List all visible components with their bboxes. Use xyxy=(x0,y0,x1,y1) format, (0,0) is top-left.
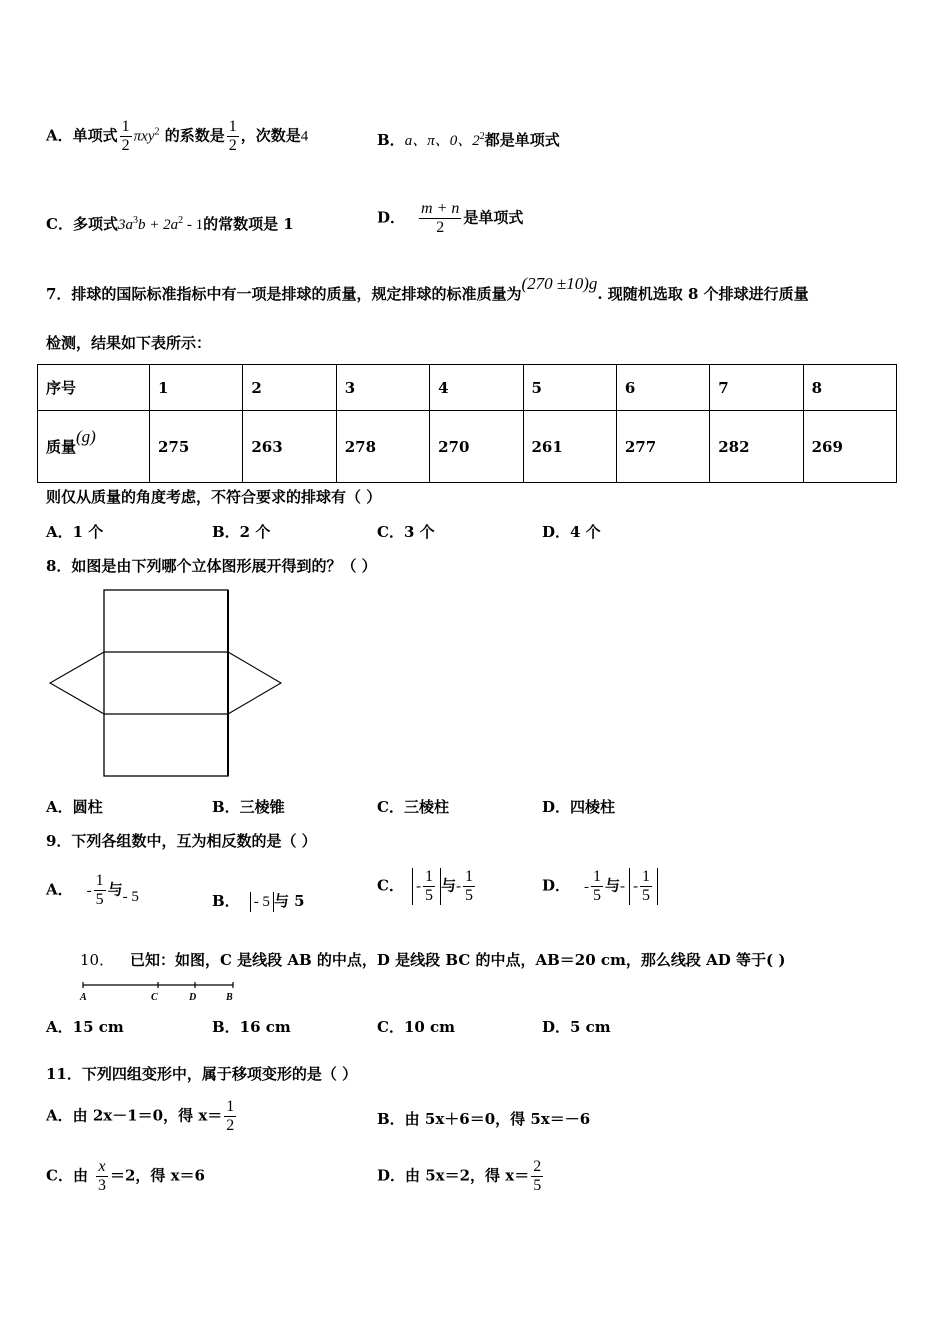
table-cell: 4 xyxy=(430,365,523,411)
segment-figure xyxy=(78,981,243,1003)
results-table xyxy=(37,364,897,483)
table-cell: 2 xyxy=(243,365,336,411)
table-cell: 275 xyxy=(150,411,243,483)
table-header-mass: 质量(g) xyxy=(38,411,150,483)
q10-number: 10． xyxy=(80,951,115,969)
table-cell: 6 xyxy=(616,365,709,411)
q11-option-b: B．由 5x＋6＝0，得 5x＝－6 xyxy=(377,1110,591,1128)
q9-option-a: A． - $\frac{1}{5}$ 与- 5 xyxy=(46,872,139,908)
table-cell: 282 xyxy=(710,411,803,483)
q10-option-a: A．15 cm xyxy=(46,1018,124,1036)
q7-option-c: C．3 个 xyxy=(377,523,435,541)
q8-option-c: C．三棱柱 xyxy=(377,798,449,816)
table-cell: 1 xyxy=(150,365,243,411)
table-row xyxy=(38,365,897,411)
table-cell: 261 xyxy=(523,411,616,483)
table-header-id: 序号 xyxy=(38,365,150,411)
table-cell: 7 xyxy=(710,365,803,411)
table-row xyxy=(38,411,897,483)
q9-option-d: D． - $\frac{1}{5}$ 与- - $\frac{1}{5}$ xyxy=(542,868,658,905)
table-cell: 269 xyxy=(803,411,896,483)
q11-option-d: D．由 5x＝2，得 x＝ $\frac{2}{5}$ xyxy=(377,1158,542,1194)
q7-stem: 7．排球的国际标准指标中有一项是排球的质量，规定排球的标准质量为(270 ±10)g. 现随机选取 8 个排球进行质量 xyxy=(46,274,809,303)
table-cell: 3 xyxy=(336,365,429,411)
table-cell: 278 xyxy=(336,411,429,483)
table-cell: 270 xyxy=(430,411,523,483)
table-cell: 8 xyxy=(803,365,896,411)
point-c-label: C xyxy=(151,992,158,1003)
point-d-label: D xyxy=(189,992,197,1003)
q11-option-a: A．由 2x－1＝0，得 x＝ $\frac{1}{2}$ xyxy=(46,1098,235,1134)
q7-stem-cont: 检测，结果如下表所示： xyxy=(46,334,212,352)
q6-option-b: B．a、π、0、$2^2$都是单项式 xyxy=(377,131,560,149)
q9-option-c: C． - $\frac{1}{5}$ 与- $\frac{1}{5}$ xyxy=(377,868,473,904)
table-cell: 5 xyxy=(523,365,616,411)
q10-stem: 已知：如图，C 是线段 AB 的中点，D 是线段 BC 的中点，AB＝20 cm，那么线段 AD 等于( ) xyxy=(130,951,786,969)
q8-stem: 8．如图是由下列哪个立体图形展开得到的？（ ） xyxy=(46,557,377,575)
q11-option-c: C．由 $\frac{x}{3}$ ＝2，得 x＝6 xyxy=(46,1158,205,1194)
q7-option-d: D．4 个 xyxy=(542,523,601,541)
point-b-label: B xyxy=(226,992,233,1003)
q8-option-b: B．三棱锥 xyxy=(212,798,285,816)
q9-option-b: B． - 5 与 5 xyxy=(212,892,305,910)
q9-stem: 9．下列各组数中，互为相反数的是（ ） xyxy=(46,832,317,850)
table-cell: 277 xyxy=(616,411,709,483)
q8-option-d: D．四棱柱 xyxy=(542,798,616,816)
point-a-label: A xyxy=(80,992,87,1003)
prism-net-figure xyxy=(46,588,286,783)
q7-option-a: A．1 个 xyxy=(46,523,104,541)
q10-option-b: B．16 cm xyxy=(212,1018,291,1036)
q7-question: 则仅从质量的角度考虑，不符合要求的排球有（ ） xyxy=(46,488,382,506)
q8-option-a: A．圆柱 xyxy=(46,798,103,816)
q6-option-a: A．单项式 $\frac{1}{2}$ πxy$^2$ 的系数是 $\frac{1}{2}$ ，次数是4 xyxy=(46,118,309,154)
q10-option-c: C．10 cm xyxy=(377,1018,456,1036)
q7-option-b: B．2 个 xyxy=(212,523,271,541)
q10-option-d: D．5 cm xyxy=(542,1018,611,1036)
q11-stem: 11．下列四组变形中，属于移项变形的是（ ） xyxy=(46,1065,358,1083)
q6-option-d: D． $\frac{m + n}{2}$ 是单项式 xyxy=(377,200,524,236)
table-cell: 263 xyxy=(243,411,336,483)
q6-option-c: C．多项式$3a^3b + 2a^2 - 1$的常数项是 1 xyxy=(46,215,294,233)
